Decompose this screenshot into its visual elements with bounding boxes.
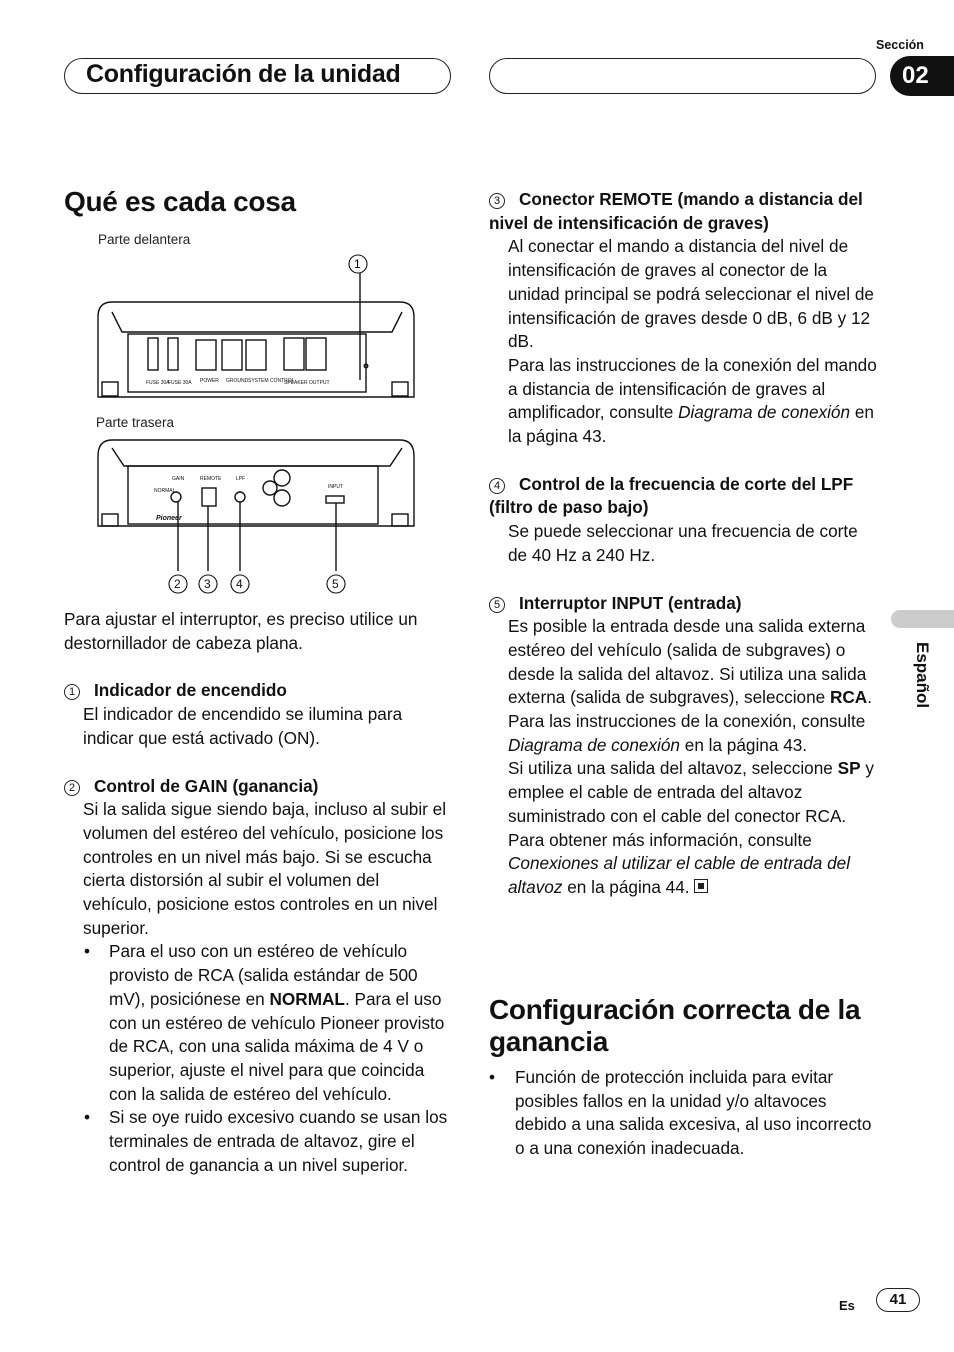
item3-body1: Al conectar el mando a distancia del nivel de intensificación de graves al conector de la unidad principal se podrá seleccionar el nivel de intensificación de graves desde 0 dB, 6 dB y 12 dB. — [508, 236, 874, 352]
item5-heading — [489, 592, 879, 616]
section-heading: Qué es cada cosa — [64, 186, 296, 217]
item3-heading — [489, 188, 879, 235]
rear-label-remote: REMOTE — [200, 476, 222, 482]
item3-title: Conector REMOTE (mando a distancia del nivel de intensificación de graves) — [489, 189, 863, 233]
rear-label-lpf: LPF — [236, 476, 246, 482]
item4-body: Se puede seleccionar una frecuencia de corte de 40 Hz a 240 Hz. — [508, 521, 858, 565]
end-of-section-icon — [694, 879, 708, 893]
gain-setup-heading: Configuración correcta de la ganancia — [489, 994, 861, 1057]
item1-title: Indicador de encendido — [94, 680, 287, 701]
rear-callout-5: 5 — [332, 577, 339, 591]
item3-body2: Para las instrucciones de la conexión del mando a distancia de intensificación de graves al amplificador, consulte Diagrama de conexión en la página 43. — [508, 354, 877, 447]
item2-number: 2 — [64, 780, 80, 796]
item5-body3: Si utiliza una salida del altavoz, seleccione SP y emplee el cable de entrada del altavoz suministrado con el cable del conector RCA. Para obtener más información, consulte Conexiones al utilizar el cable de entrada del altavoz en la página 44. — [508, 758, 874, 897]
front-label-system: SYSTEM CONTROL — [248, 378, 295, 384]
left-column-text — [64, 608, 452, 1177]
footer-language-code: Es — [839, 1298, 855, 1313]
language-tab-marker — [891, 610, 954, 628]
rear-callout-2: 2 — [174, 577, 181, 591]
item1-body: El indicador de encendido se ilumina para indicar que está activado (ON). — [83, 704, 403, 748]
header-blank-pill — [489, 58, 876, 94]
rear-callout-3: 3 — [204, 577, 211, 591]
intro-paragraph: Para ajustar el interruptor, es preciso utilice un destornillador de cabeza plana. — [64, 609, 418, 653]
item1-heading — [64, 679, 452, 703]
item5-number: 5 — [489, 597, 505, 613]
item1-number: 1 — [64, 684, 80, 700]
front-callout-1: 1 — [354, 257, 361, 271]
chapter-title: Configuración de la unidad — [86, 60, 401, 88]
right-column-text — [489, 188, 879, 900]
rear-label-normal: NORMAL — [154, 488, 176, 494]
item2-heading — [64, 775, 452, 799]
rear-label-brand: Pioneer — [156, 515, 182, 522]
caption-rear: Parte trasera — [96, 415, 175, 430]
item2-bullet1: • Para el uso con un estéreo de vehículo provisto de RCA (salida estándar de 500 mV), posiciónese en NORMAL. Para el uso con un estéreo de vehículo Pioneer provisto de RCA, con una salida máxima de 4 V o superior, ajuste el nivel para que coincida con la salida de estéreo del vehículo. — [64, 940, 452, 1106]
section-label: Sección — [876, 38, 924, 52]
item5-body2: Para las instrucciones de la conexión, consulte Diagrama de conexión en la página 43. — [508, 711, 866, 755]
front-label-power: POWER — [200, 378, 219, 384]
rear-label-gain: GAIN — [172, 476, 185, 482]
item2-bullet2: • Si se oye ruido excesivo cuando se usan los terminales de entrada de altavoz, gire el control de ganancia a un nivel superior. — [64, 1106, 452, 1177]
rear-label-input: INPUT — [328, 484, 343, 490]
item3-number: 3 — [489, 193, 505, 209]
front-label-fuse1: FUSE 30A — [146, 380, 170, 386]
item5-title: Interruptor INPUT (entrada) — [519, 592, 742, 613]
item2-title: Control de GAIN (ganancia) — [94, 775, 319, 796]
front-label-fuse2: FUSE 30A — [168, 380, 192, 386]
gain-setup-text — [489, 1066, 879, 1161]
rear-panel-diagram — [92, 436, 432, 596]
page-number: 41 — [876, 1288, 920, 1312]
rear-callout-4: 4 — [236, 577, 243, 591]
section-number: 02 — [890, 56, 954, 96]
item4-number: 4 — [489, 478, 505, 494]
item4-heading — [489, 473, 879, 520]
gain-setup-bullet: • Función de protección incluida para evitar posibles fallos en la unidad y/o altavoces debido a una salida excesiva, al uso incorrecto o a una conexión inadecuada. — [489, 1066, 879, 1161]
front-label-speaker: SPEAKER OUTPUT — [284, 380, 330, 386]
front-panel-diagram — [92, 252, 432, 402]
item2-body: Si la salida sigue siendo baja, incluso al subir el volumen del estéreo del vehículo, posicione los controles en un nivel más bajo. Si se escucha cierta distorsión al subir el volumen del vehículo, posicione estos controles en un nivel superior. — [83, 799, 447, 938]
item4-title: Control de la frecuencia de corte del LPF (filtro de paso bajo) — [489, 473, 854, 518]
front-label-ground: GROUND — [226, 378, 249, 384]
caption-front: Parte delantera — [98, 232, 191, 247]
item5-body1: Es posible la entrada desde una salida externa estéreo del vehículo (salida de subgraves) o desde la salida del altavoz. Si utiliza una salida externa (salida de subgraves), seleccione RCA. — [508, 616, 872, 708]
